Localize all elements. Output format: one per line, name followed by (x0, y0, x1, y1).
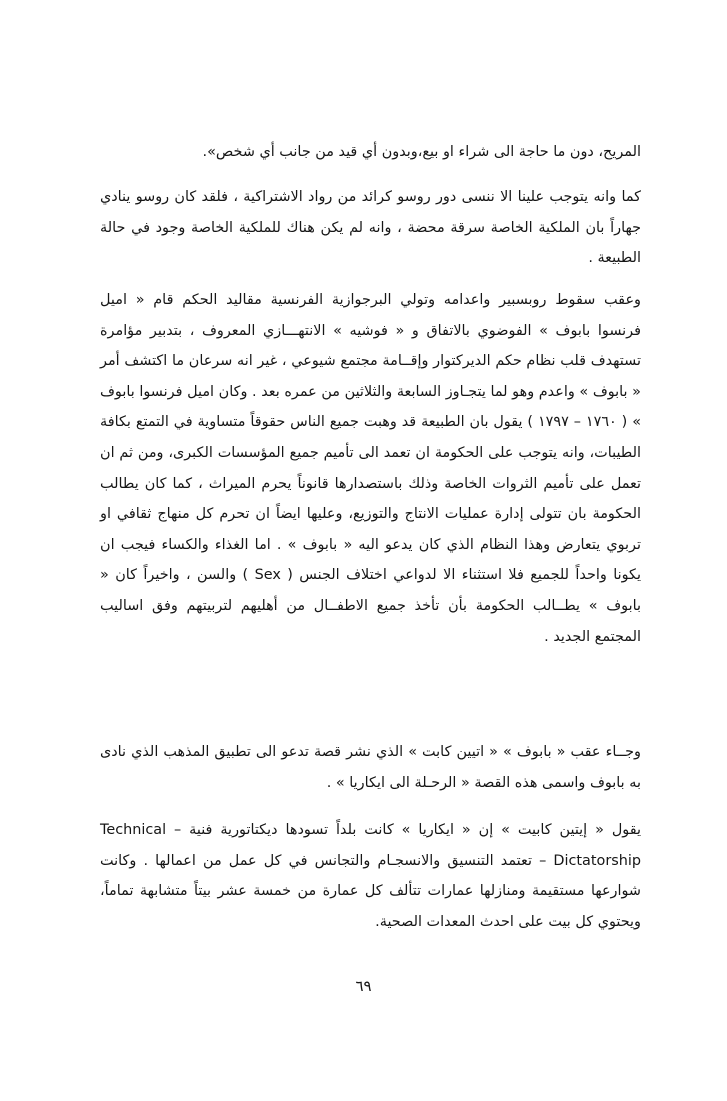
paragraph-text-after: ) والسن ، واخيراً كان « بابوف » يطــالب الحكومة بأن تأخذ جميع الاطفــال من أهليهم لتربيتهم وفق اساليب المجتمع الجديد . (100, 567, 641, 645)
paragraph-text: وجــاء عقب « بابوف » « اتيين كابت » الذي نشر قصة تدعو الى تطبيق المذهب الذي نادى به بابوف واسمى هذه القصة « الرحـلة الى ايكاريا » . (100, 744, 641, 791)
paragraph-text: وعقب سقوط روبسبير واعدامه وتولي البرجوازية الفرنسية مقاليد الحكم قام « اميل فرنسوا بابوف » الفوضوي بالاتفاق و « فوشيه » الانتهـــازي المعروف ، بتدبير مؤامرة تستهدف قلب نظام حكم الديركتوار وإقــامة مجتمع شيوعي ، غير انه سرعان ما اكتشف أمر « بابوف » واعدم وهو لما يتجـاوز السابعة والثلاثين من عمره بعد . وكان اميل فرنسوا بابوف » ( ١٧٦٠ – ١٧٩٧ ) يقول بان الطبيعة قد وهبت جميع الناس حقوقاً متساوية في التمتع بكافة الطيبات، وانه يتوجب على الحكومة ان تعمد الى تأميم جميع المؤسسات الكبرى، ومن ثم ان تعمل على تأميم الثروات الخاصة وذلك باستصدارها قانوناً يحرم الميراث ، كما كان يطالب الحكومة بان تتولى إدارة عمليات الانتاج والتوزيع، وعليها ايضاً ان تحرم كل منهاج ثقافي او تربوي يتعارض وهذا النظام الذي كان يدعو اليه « بابوف » . اما الغذاء والكساء فيجب ان يكونا واحداً للجميع فلا استثناء الا لدواعي اختلاف الجنس ( (100, 292, 641, 584)
paragraph-text: كما وانه يتوجب علينا الا ننسى دور روسو كرائد من رواد الاشتراكية ، فلقد كان روسو ينادي جهاراً بان الملكية الخاصة سرقة محضة ، وانه لم يكن هناك للملكية الخاصة وجود في حالة الطبيعة . (100, 189, 641, 267)
paragraph-rousseau (100, 182, 641, 274)
paragraph-continuation (100, 137, 641, 168)
paragraph-text-after: – تعتمد التنسيق والانسجـام والتجانس في كل عمل من اعمالها . وكانت شوارعها مستقيمة ومنازلها عمارات تتألف كل عمارة من خمسة عشر بيتاً متشابهة تماماً، ويحتوي كل بيت على احدث المعدات الصحية. (100, 852, 641, 930)
paragraph-text: المريح، دون ما حاجة الى شراء او بيع،وبدون أي قيد من جانب أي شخص». (202, 144, 641, 160)
paragraph-cabet (100, 737, 641, 798)
english-term: Technical Dictatorship (100, 822, 641, 869)
paragraph-text: يقول « إيتين كابيت » إن « ايكاريا » كانت بلداً تسودها ديكتاتورية فنية – (174, 822, 641, 838)
paragraph-babeuf (100, 285, 641, 652)
english-term: Sex (254, 567, 281, 584)
paragraph-icaria (100, 815, 641, 937)
page-number: ٦٩ (355, 977, 372, 995)
